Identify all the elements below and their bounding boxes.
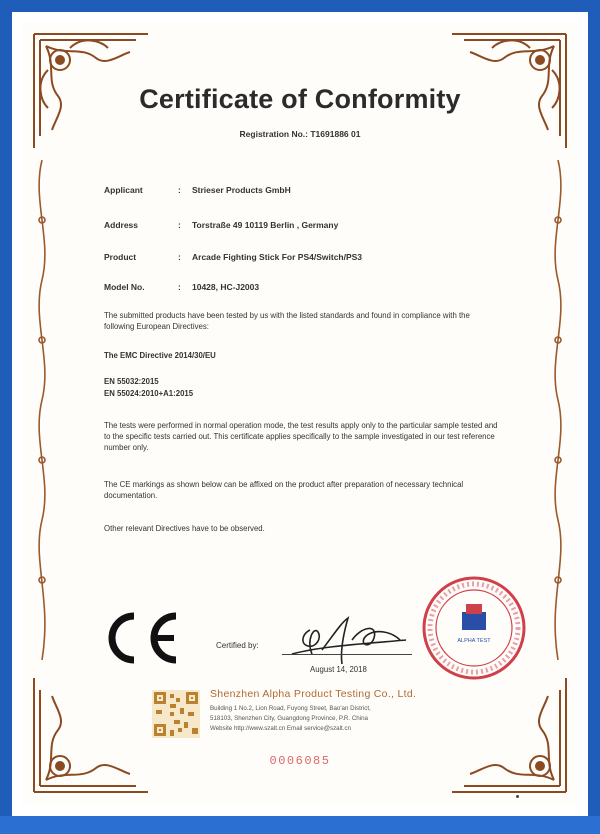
company-address-line: Building 1 No.2, Lion Road, Fuyong Street, Bao'an District, [210, 705, 371, 712]
serial-number: 0006085 [269, 754, 331, 768]
certified-by-label: Certified by: [216, 641, 259, 650]
applicant-value: Strieser Products GmbH [192, 185, 291, 195]
field-colon: : [178, 220, 181, 230]
model-value: 10428, HC-J2003 [192, 282, 260, 292]
bottom-blue-band [0, 816, 600, 834]
field-colon: : [178, 282, 181, 292]
qr-code-icon [152, 690, 200, 738]
directive-heading: The EMC Directive 2014/30/EU [104, 351, 216, 360]
side-ornament-icon [30, 160, 54, 660]
seal-stamp-icon [420, 574, 528, 682]
model-label: Model No. [104, 282, 145, 292]
intro-paragraph: The submitted products have been tested by us with the listed standards and found in compliance with the following European Directives: [104, 311, 470, 331]
registration-number: Registration No.: T1691886 01 [239, 129, 361, 139]
field-colon: : [178, 185, 181, 195]
standard-item: EN 55024:2010+A1:2015 [104, 389, 194, 398]
company-address-line: 518103, Shenzhen City, Guangdong Province, P.R. China [210, 715, 368, 722]
ce-mark-icon [104, 610, 182, 666]
corner-ornament-icon [444, 670, 574, 800]
corner-ornament-icon [26, 670, 156, 800]
company-contact-line: Website http://www.szalt.cn Email service@szalt.cn [210, 725, 351, 732]
signature-icon [282, 610, 412, 670]
standard-item: EN 55032:2015 [104, 377, 159, 386]
side-ornament-icon [546, 160, 570, 660]
applicant-label: Applicant [104, 185, 143, 195]
signature-line [282, 654, 412, 655]
tests-paragraph: The tests were performed in normal operation mode, the test results apply only to the particular sample tested and to the specific tests carried out. This certificate applies specifically to the sample investigated in our test reference number only. [104, 421, 498, 452]
address-label: Address [104, 220, 139, 230]
product-label: Product [104, 252, 137, 262]
ce-paragraph: The CE markings as shown below can be affixed on the product after preparation of necessary technical documentation. [104, 480, 464, 500]
other-directives: Other relevant Directives have to be observed. [104, 524, 265, 533]
address-value: Torstraße 49 10119 Berlin , Germany [192, 220, 339, 230]
signature-date: August 14, 2018 [310, 665, 367, 674]
corner-dot [516, 795, 519, 798]
field-colon: : [178, 252, 181, 262]
company-name: Shenzhen Alpha Product Testing Co., Ltd. [210, 688, 417, 700]
certificate-title: Certificate of Conformity [139, 84, 461, 114]
svg-text:ALPHA TEST: ALPHA TEST [457, 638, 491, 644]
product-value: Arcade Fighting Stick For PS4/Switch/PS3 [192, 252, 363, 262]
